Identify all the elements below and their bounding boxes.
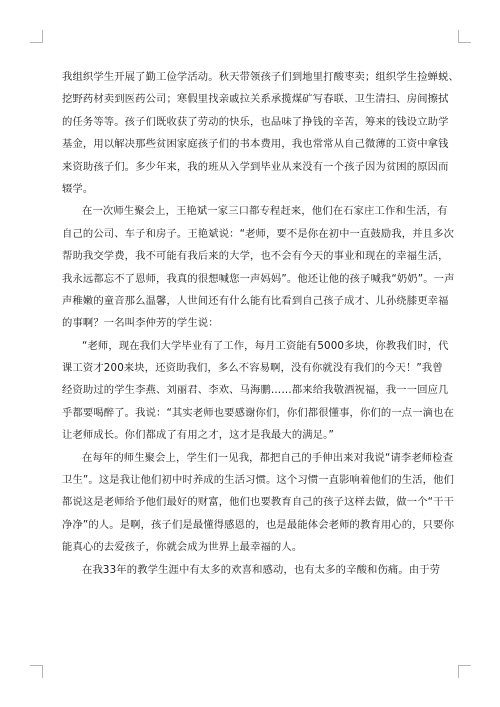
text-line: 帮助我交学费，我不可能有我后来的大学，也不会有今天的事业和现在的幸福生活， (62, 250, 449, 263)
corner-mark-bottom-left (30, 665, 43, 678)
text-line: 来资助孩子们。多少年来，我的班从入学到毕业从来没有一个孩子因为贫困的原因而 (62, 160, 449, 173)
text-line: 课工资才200来块，还资助我们，多么不容易啊，没有你就没有我们的今天！”我曾 (62, 362, 443, 375)
text-line: “老师，现在我们大学毕业有了工作，每月工资能有5000多块，你教我们时，代 (82, 339, 449, 352)
text-line: 自己的公司、车子和房子。王艳斌说：“老师，要不是你在初中一直鼓励我，并且多次 (62, 227, 455, 240)
text-line: 净净”的人。是啊，孩子们是最懂得感恩的，也是最能体会老师的教育用心的，只要你 (62, 518, 455, 531)
text-line: 能真心的去爱孩子，你就会成为世界上最幸福的人。 (62, 541, 303, 554)
text-line: 在我33年的教学生涯中有太多的欢喜和感动，也有太多的辛酸和伤痛。由于劳 (82, 563, 441, 576)
text-line: 在每年的师生聚会上，学生们一见我，都把自己的手伸出来对我说“请李老师检查 (82, 451, 454, 464)
text-line: 挖野药材卖到医药公司；寒假里找亲戚拉关系承揽煤矿写春联、卫生清扫、房间擦拭 (62, 93, 449, 106)
text-line: 乎都要喝醉了。我说：“其实老师也要感谢你们，你们都很懂事，你们的一点一滴也在 (62, 406, 455, 419)
text-line: 声稚嫩的童音那么温馨，人世间还有什么能有比看到自己孩子成才、儿孙绕膝更幸福 (62, 294, 449, 307)
text-line: 卫生”。这是我让他们初中时养成的生活习惯。这个习惯一直影响着他们的生活，他们 (62, 474, 455, 487)
text-line: 让老师成长。你们都成了有用之才，这才是我最大的满足。” (62, 429, 334, 442)
text-line: 都说这是老师给予他们最好的财富，他们也要教育自己的孩子这样去做，做一个“干干 (62, 496, 455, 509)
text-line: 我组织学生开展了勤工俭学活动。秋天带领孩子们到地里打酸枣卖；组织学生捡蝉蜕、 (62, 71, 459, 83)
corner-mark-top-right (458, 30, 471, 43)
text-line: 辍学。 (62, 182, 94, 195)
text-line: 我永远都忘不了恩师，我真的很想喊您一声妈妈”。他还让他的孩子喊我“奶奶”。一声 (62, 272, 455, 285)
corner-mark-bottom-right (458, 665, 471, 678)
text-line: 的任务等等。孩子们既收获了劳动的快乐，也品味了挣钱的辛苦，筹来的钱设立助学 (62, 115, 449, 128)
text-line: 的事啊？一名叫李仲芳的学生说： (62, 317, 219, 330)
text-line: 基金，用以解决那些贫困家庭孩子们的书本费用，我也常常从自己微薄的工资中拿钱 (62, 138, 449, 151)
document-body (62, 66, 459, 581)
text-line: 经资助过的学生李燕、刘丽君、李欢、马海鹏……都来给我敬酒祝福，我一一回应几 (62, 384, 449, 397)
corner-mark-top-left (30, 30, 43, 43)
text-line: 在一次师生聚会上，王艳斌一家三口都专程赶来，他们在石家庄工作和生活，有 (82, 205, 448, 218)
